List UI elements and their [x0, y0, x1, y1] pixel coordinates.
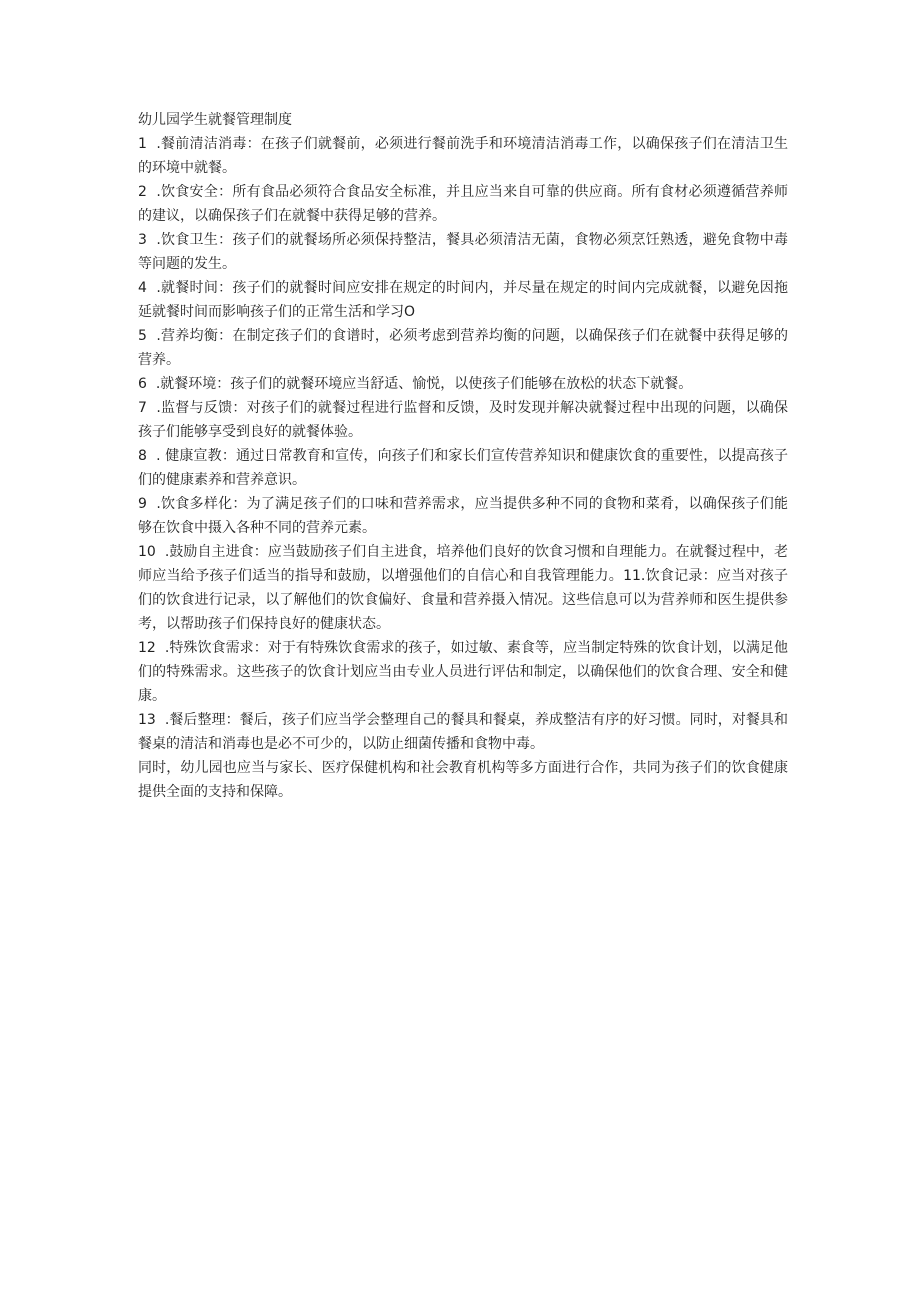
- item-number: 6: [138, 376, 147, 392]
- rule-item-4: [138, 276, 788, 324]
- item-text: .就餐时间：孩子们的就餐时间应安排在规定的时间内，并尽量在规定的时间内完成就餐，以避免因拖延就餐时间而影响孩子们的正常生活和学习O: [138, 280, 789, 320]
- item-text: .饮食安全：所有食品必须符合食品安全标准，并且应当来自可靠的供应商。所有食材必须遵循营养师的建议，以确保孩子们在就餐中获得足够的营养。: [138, 184, 789, 224]
- item-number: 1: [138, 136, 147, 152]
- document-body: [138, 108, 788, 804]
- item-number: 10: [138, 544, 156, 560]
- rule-item-9: [138, 492, 788, 540]
- rule-item-3: [138, 228, 788, 276]
- rule-item-6: [138, 372, 788, 396]
- item-text: .饮食多样化：为了满足孩子们的口味和营养需求，应当提供多种不同的食物和菜肴，以确保孩子们能够在饮食中摄入各种不同的营养元素。: [138, 496, 789, 536]
- rule-item-2: [138, 180, 788, 228]
- item-number: 4: [138, 280, 147, 296]
- item-text: .特殊饮食需求：对于有特殊饮食需求的孩子，如过敏、素食等，应当制定特殊的饮食计划，以满足他们的特殊需求。这些孩子的饮食计划应当由专业人员进行评估和制定，以确保他们的饮食合理、安全和健康。: [138, 640, 788, 704]
- rule-item-5: [138, 324, 788, 372]
- item-number: 8: [138, 448, 147, 464]
- rule-item-13: [138, 708, 788, 756]
- document-title: 幼儿园学生就餐管理制度: [138, 112, 292, 128]
- item-number: 12: [138, 640, 156, 656]
- rule-item-10: [138, 540, 788, 636]
- item-number: 9: [138, 496, 147, 512]
- item-text: .餐后整理：餐后，孩子们应当学会整理自己的餐具和餐桌，养成整洁有序的好习惯。同时，对餐具和餐桌的清洁和消毒也是必不可少的，以防止细菌传播和食物中毒。: [138, 712, 788, 752]
- rule-item-12: [138, 636, 788, 708]
- item-text: .餐前清洁消毒：在孩子们就餐前，必须进行餐前洗手和环境清洁消毒工作，以确保孩子们在清洁卫生的环境中就餐。: [138, 136, 789, 176]
- rule-item-7: [138, 396, 788, 444]
- closing-paragraph: 同时，幼儿园也应当与家长、医疗保健机构和社会教育机构等多方面进行合作，共同为孩子们的饮食健康提供全面的支持和保障。: [138, 760, 788, 800]
- item-text: .饮食卫生：孩子们的就餐场所必须保持整洁，餐具必须清洁无菌，食物必须烹饪熟透，避免食物中毒等问题的发生。: [138, 232, 789, 272]
- item-text: .营养均衡：在制定孩子们的食谱时，必须考虑到营养均衡的问题，以确保孩子们在就餐中获得足够的营养。: [138, 328, 789, 368]
- rule-item-1: [138, 132, 788, 180]
- item-number: 13: [138, 712, 156, 728]
- item-number: 3: [138, 232, 147, 248]
- item-text: .监督与反馈：对孩子们的就餐过程进行监督和反馈，及时发现并解决就餐过程中出现的问题，以确保孩子们能够享受到良好的就餐体验。: [138, 400, 789, 440]
- item-number: 7: [138, 400, 147, 416]
- item-text: .就餐环境：孩子们的就餐环境应当舒适、愉悦，以使孩子们能够在放松的状态下就餐。: [155, 376, 693, 392]
- rule-item-8: [138, 444, 788, 492]
- item-number: 5: [138, 328, 147, 344]
- item-text: . 健康宣教：通过日常教育和宣传，向孩子们和家长们宣传营养知识和健康饮食的重要性，以提高孩子们的健康素养和营养意识。: [138, 448, 788, 488]
- item-text: .鼓励自主进食：应当鼓励孩子们自主进食，培养他们良好的饮食习惯和自理能力。在就餐过程中，老师应当给予孩子们适当的指导和鼓励，以增强他们的自信心和自我管理能力。11.饮食记录：应当对孩子们的饮食进行记录，以了解他们的饮食偏好、食量和营养摄入情况。这些信息可以为营养师和医生提供参考，以帮助孩子们保持良好的健康状态。: [138, 544, 788, 632]
- item-number: 2: [138, 184, 147, 200]
